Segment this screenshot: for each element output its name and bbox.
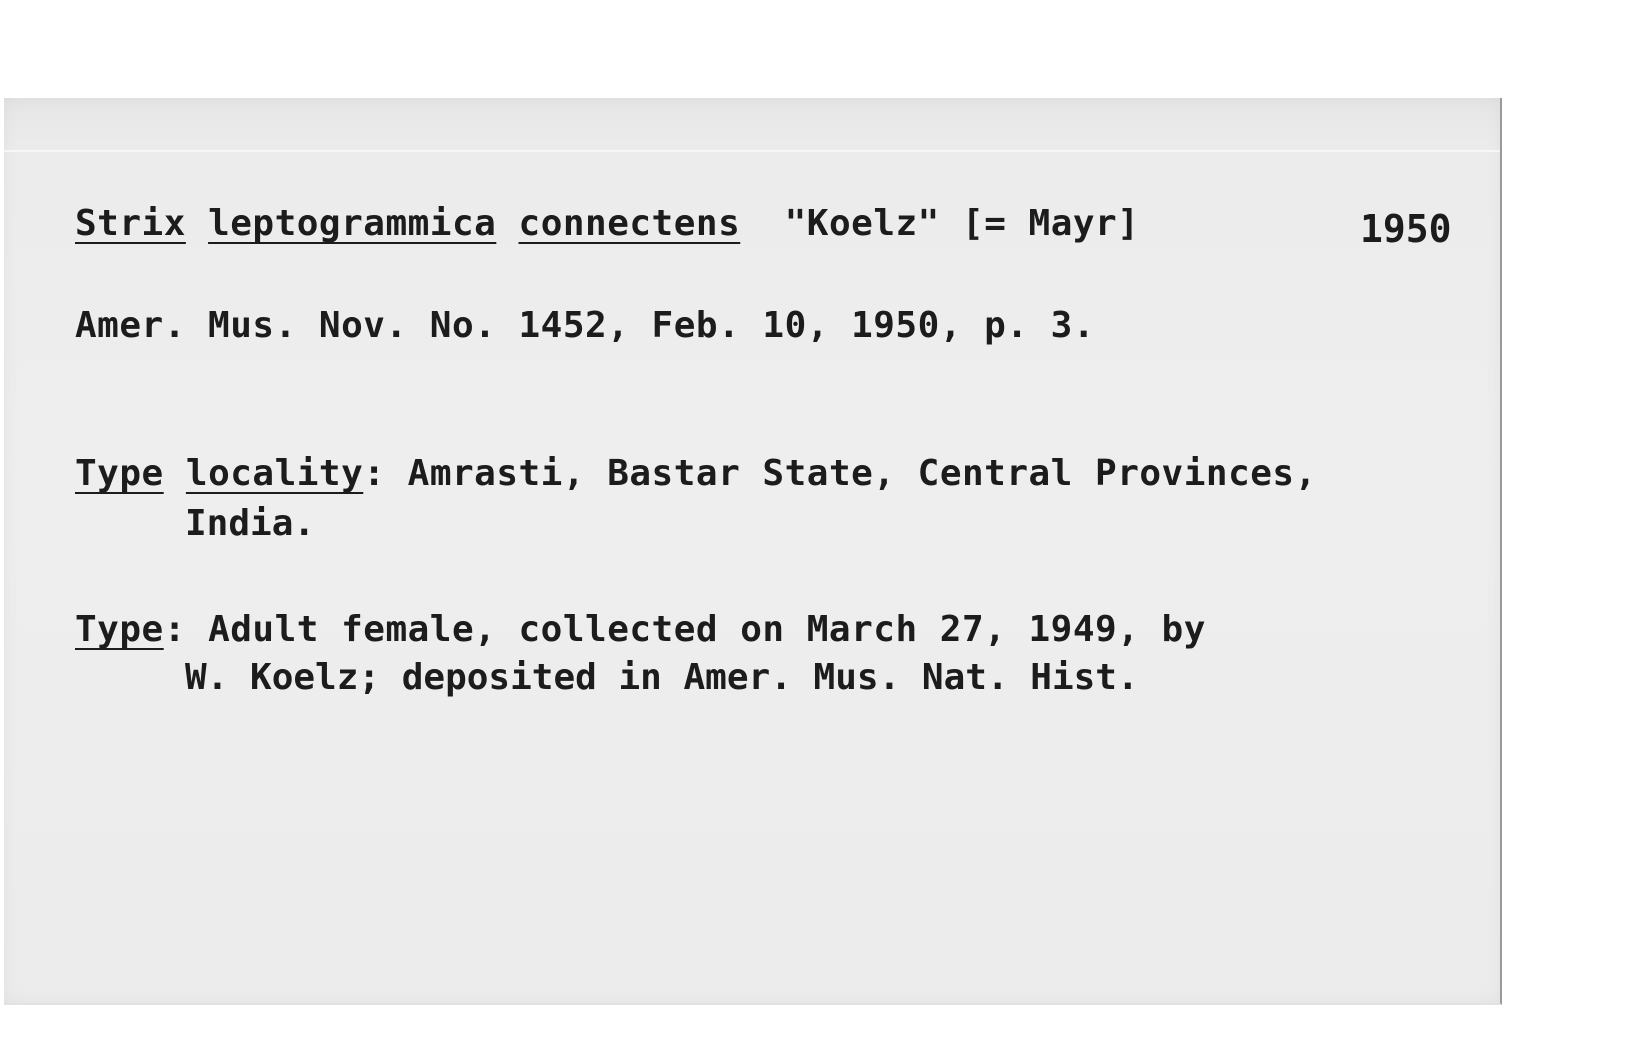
type-locality-text: Amrasti, Bastar State, Central Provinces,: [385, 453, 1317, 494]
heading-year: 1950: [1360, 207, 1452, 251]
type-locality-line2: India.: [185, 503, 316, 544]
card-heading: [75, 203, 1140, 244]
species-name: leptogrammica: [208, 203, 497, 244]
type-specimen-label: Type: [75, 609, 164, 650]
type-line2: W. Koelz; deposited in Amer. Mus. Nat. Hist.: [185, 657, 1139, 698]
type-colon: :: [163, 609, 186, 650]
subspecies-name: connectens: [518, 203, 741, 244]
type-locality-colon: :: [363, 453, 386, 494]
genus-name: Strix: [75, 203, 186, 244]
type-locality-line1: [75, 453, 1317, 494]
type-text: Adult female, collected on March 27, 1949, by: [185, 609, 1206, 650]
locality-label: locality: [185, 453, 364, 494]
author-name: "Koelz" [= Mayr]: [784, 203, 1140, 244]
citation: Amer. Mus. Nov. No. 1452, Feb. 10, 1950, p. 3.: [75, 305, 1095, 346]
type-label: Type: [75, 453, 164, 494]
type-line1: [75, 609, 1206, 650]
